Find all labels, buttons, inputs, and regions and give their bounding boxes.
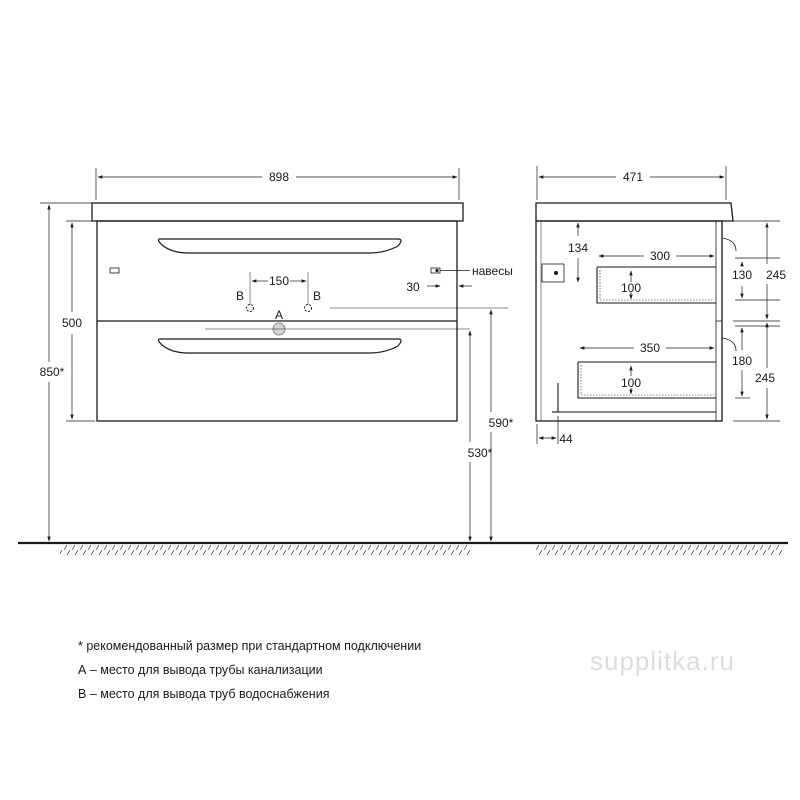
side-hanger	[542, 264, 564, 282]
dim-180: 180	[731, 354, 753, 368]
dim-134: 134	[567, 241, 589, 255]
side-body	[536, 221, 722, 421]
side-dimensions	[537, 166, 780, 444]
pipe-b-left	[247, 305, 254, 312]
front-dimensions	[40, 168, 491, 541]
side-countertop	[536, 203, 733, 221]
front-countertop	[92, 203, 463, 221]
label-b-left: B	[235, 289, 245, 303]
dim-245-top: 245	[766, 268, 787, 282]
dim-300: 300	[649, 249, 671, 263]
note-drain-a: А – место для вывода трубы канализации	[78, 663, 323, 677]
front-view	[92, 203, 508, 421]
side-labels	[559, 170, 786, 446]
dim-30: 30	[406, 280, 420, 294]
dim-245-bottom: 245	[754, 371, 776, 385]
dim-590: 590*	[488, 416, 514, 430]
note-water-b: В – место для вывода труб водоснабжения	[78, 687, 330, 701]
hanger-left	[110, 268, 119, 273]
legend-notes	[78, 634, 421, 706]
dim-471: 471	[622, 170, 644, 184]
dim-100-bottom: 100	[620, 376, 642, 390]
note-recommended: * рекомендованный размер при стандартном подключении	[78, 639, 422, 653]
top-drawer-handle	[158, 239, 401, 253]
front-labels	[40, 170, 514, 460]
pipe-b-right	[305, 305, 312, 312]
label-b-right: B	[312, 289, 322, 303]
bottom-drawer-handle	[158, 339, 401, 353]
floor-line	[18, 543, 788, 555]
dim-350: 350	[639, 341, 661, 355]
dim-150: 150	[268, 274, 290, 288]
hanger-label: навесы	[472, 264, 513, 278]
dim-100-top: 100	[620, 281, 642, 295]
dim-898: 898	[268, 170, 290, 184]
dim-500: 500	[61, 316, 83, 330]
upper-drawer-box	[597, 267, 716, 303]
dim-850: 850*	[39, 365, 65, 379]
label-a: A	[274, 308, 284, 322]
dim-130: 130	[731, 268, 753, 282]
dim-530: 530*	[467, 446, 493, 460]
dim-44: 44	[559, 432, 573, 446]
lower-drawer-box	[578, 362, 716, 398]
watermark: supplitka.ru	[590, 646, 735, 676]
